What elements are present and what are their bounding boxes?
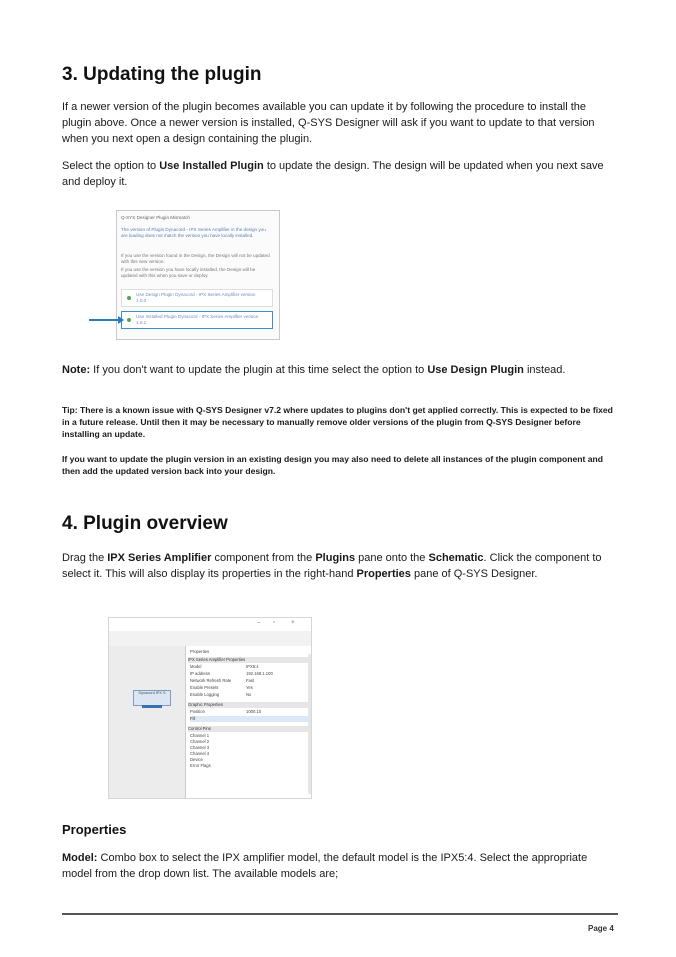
- dialog-message: The version of Plugin Dynacord - IPX Series Amplifier in the design you are loading does not match the version you have locally installed.: [121, 227, 266, 238]
- property-row: Enable Logging No: [190, 692, 252, 697]
- footer-rule: [62, 913, 618, 915]
- properties-panel: [185, 646, 312, 798]
- pin-row: Channel 4: [190, 751, 210, 756]
- pin-row: Channel 2: [190, 739, 210, 744]
- restore-icon: ▫: [273, 620, 276, 626]
- plugin-overview-paragraph: Drag the IPX Series Amplifier component from the Plugins pane onto the Schematic. Click the component to select it. This will also display its properties in the right-hand Properties pane of Q-SYS Designer.: [62, 552, 602, 580]
- window-titlebar: [109, 618, 311, 631]
- component-label: Dynacord IPX S: [138, 691, 166, 695]
- section-3-heading: 3. Updating the plugin: [62, 64, 262, 85]
- section-4-heading: 4. Plugin overview: [62, 513, 228, 534]
- properties-pane-screenshot: [108, 617, 312, 799]
- use-design-plugin-option: [121, 289, 273, 307]
- option-1-label: Use Design Plugin Dynacord - IPX Series Amplifier version 1.0.0: [136, 292, 256, 303]
- plugin-mismatch-dialog-image: [116, 210, 280, 340]
- dialog-title: Q-SYS Designer Plugin Mismatch: [121, 215, 190, 220]
- property-row: Position 1000,10: [190, 709, 262, 714]
- option-bullet: [127, 318, 131, 322]
- option-2-label: Use Installed Plugin Dynacord - IPX Series Amplifier version 1.0.1: [136, 314, 259, 325]
- property-row: Fill: [190, 716, 308, 722]
- pointer-arrowhead: [118, 316, 124, 324]
- use-installed-plugin-option: [121, 311, 273, 329]
- properties-heading: Properties: [62, 822, 127, 837]
- pointer-arrow: [89, 319, 121, 321]
- property-row: Network Refresh Rate Fast: [190, 678, 255, 683]
- pin-row: Device: [190, 757, 203, 762]
- property-row: Enable Presets Yes: [190, 685, 253, 690]
- tip-paragraph: Tip: There is a known issue with Q-SYS Designer v7.2 where updates to plugins don't get applied correctly. This is expected to be fixed in a future release. Until then it may be necessary to manually remove older versions of the plugin from Q-SYS Designer before installing an update.: [62, 405, 613, 439]
- pin-row: Error Flags: [190, 763, 211, 768]
- pin-row: Channel 1: [190, 733, 210, 738]
- update-intro-paragraph: If a newer version of the plugin becomes available you can update it by following the procedure to install the plugin above. Once a newer version is installed, Q-SYS Designer will ask if you want to update to that version when you next open a design containing the plugin.: [62, 101, 595, 145]
- group-ipx-properties: IPX Series Amplifier Properties: [188, 657, 308, 663]
- option-bullet: [127, 296, 131, 300]
- model-paragraph: Model: Combo box to select the IPX amplifier model, the default model is the IPX5:4. Select the appropriate model from the drop down list. The available models are;: [62, 852, 588, 880]
- close-icon: ×: [291, 620, 295, 626]
- pin-row: Channel 3: [190, 745, 210, 750]
- ipx-component-block: [133, 690, 171, 706]
- note-paragraph: Note: If you don't want to update the plugin at this time select the option to Use Design Plugin instead.: [62, 364, 566, 376]
- properties-scrollbar: [308, 654, 311, 794]
- delete-instances-paragraph: If you want to update the plugin version in an existing design you may also need to delete all instances of the plugin component and then add the updated version back into your design.: [62, 454, 603, 476]
- properties-title: Properties: [190, 649, 210, 654]
- component-pin-bar: [142, 705, 162, 708]
- minimize-icon: –: [257, 620, 261, 626]
- page-number: Page 4: [588, 924, 614, 933]
- dialog-line-1: If you use the version found in the Design, the Design will not be updated with this new version.: [121, 253, 270, 264]
- property-row: IP address 192.168.1.100: [190, 671, 273, 676]
- group-control-pins: Control Pins: [188, 726, 308, 732]
- dialog-line-2: If you use the version you have locally installed, the Design will be updated with this when you save or deploy.: [121, 267, 256, 278]
- use-installed-paragraph: Select the option to Use Installed Plugin to update the design. The design will be updated when you next save and deploy it.: [62, 160, 604, 188]
- property-row: Model IPX5:4: [190, 664, 259, 669]
- group-graphic-properties: Graphic Properties: [188, 702, 308, 708]
- schematic-area: [109, 646, 185, 798]
